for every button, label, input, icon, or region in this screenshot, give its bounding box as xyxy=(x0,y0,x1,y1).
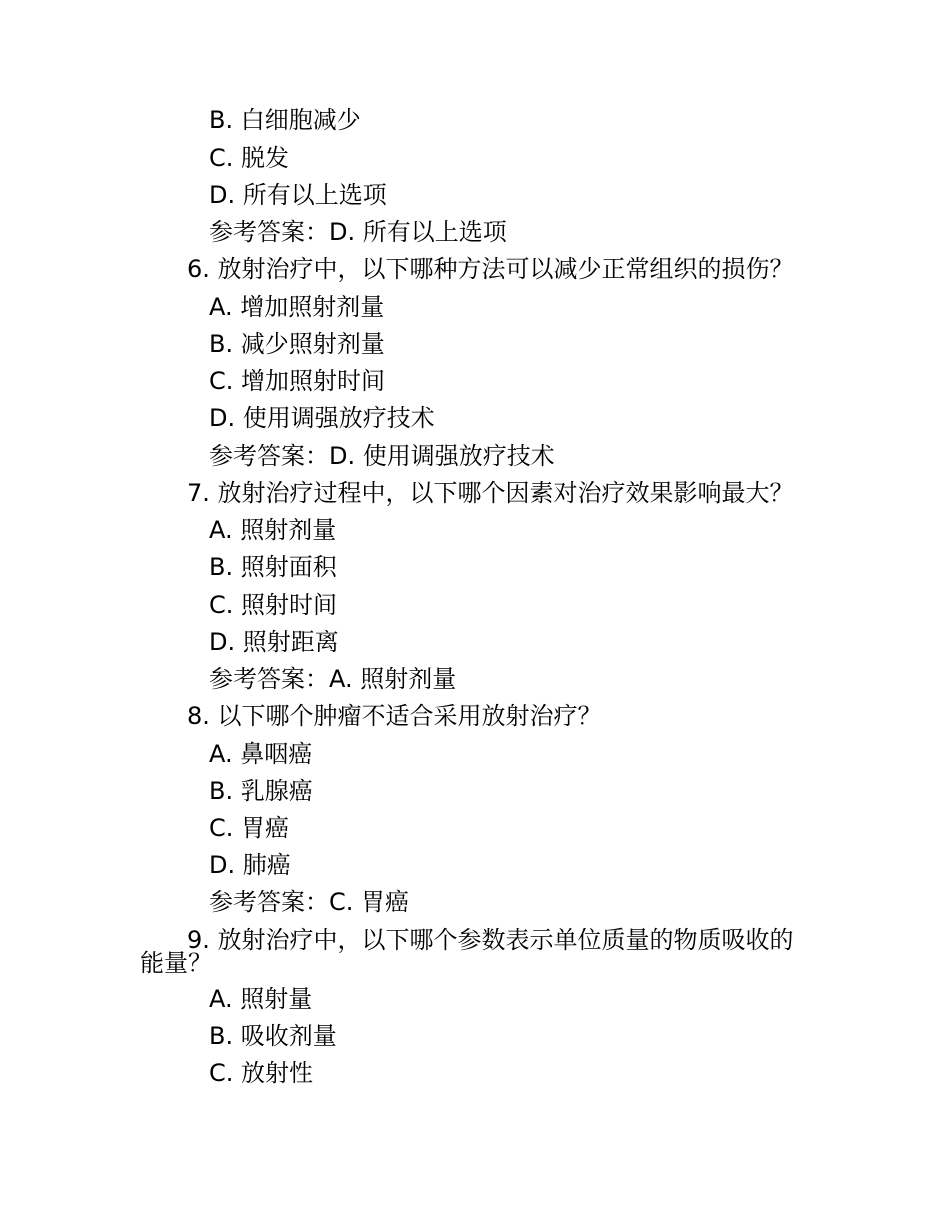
q7-question: 7. 放射治疗过程中，以下哪个因素对治疗效果影响最大？ xyxy=(187,479,794,507)
q8-question: 8. 以下哪个肿瘤不适合采用放射治疗？ xyxy=(187,702,602,730)
q8-option-c: C. 胃癌 xyxy=(209,814,290,842)
q6-answer: 参考答案：D. 使用调强放疗技术 xyxy=(209,442,555,470)
q9-option-a: A. 照射量 xyxy=(209,985,313,1013)
q5-option-d: D. 所有以上选项 xyxy=(209,181,387,209)
q8-option-d: D. 肺癌 xyxy=(209,851,291,879)
q9-option-b: B. 吸收剂量 xyxy=(209,1022,337,1050)
q7-option-b: B. 照射面积 xyxy=(209,553,337,581)
q6-question: 6. 放射治疗中，以下哪种方法可以减少正常组织的损伤？ xyxy=(187,255,794,283)
q5-option-c: C. 脱发 xyxy=(209,144,290,172)
q9-option-c: C. 放射性 xyxy=(209,1059,314,1087)
q5-option-b: B. 白细胞减少 xyxy=(209,106,361,134)
q9-question-line2: 能量？ xyxy=(140,949,212,977)
q7-option-d: D. 照射距离 xyxy=(209,628,339,656)
q8-option-a: A. 鼻咽癌 xyxy=(209,740,313,768)
q6-option-d: D. 使用调强放疗技术 xyxy=(209,404,435,432)
q5-answer: 参考答案：D. 所有以上选项 xyxy=(209,218,507,246)
q9-question-line1: 9. 放射治疗中，以下哪个参数表示单位质量的物质吸收的 xyxy=(187,926,794,954)
q7-answer: 参考答案：A. 照射剂量 xyxy=(209,665,457,693)
q8-option-b: B. 乳腺癌 xyxy=(209,777,313,805)
q7-option-c: C. 照射时间 xyxy=(209,591,338,619)
q7-option-a: A. 照射剂量 xyxy=(209,516,337,544)
q6-option-c: C. 增加照射时间 xyxy=(209,367,386,395)
q6-option-b: B. 减少照射剂量 xyxy=(209,330,385,358)
q8-answer: 参考答案：C. 胃癌 xyxy=(209,888,410,916)
q6-option-a: A. 增加照射剂量 xyxy=(209,293,385,321)
